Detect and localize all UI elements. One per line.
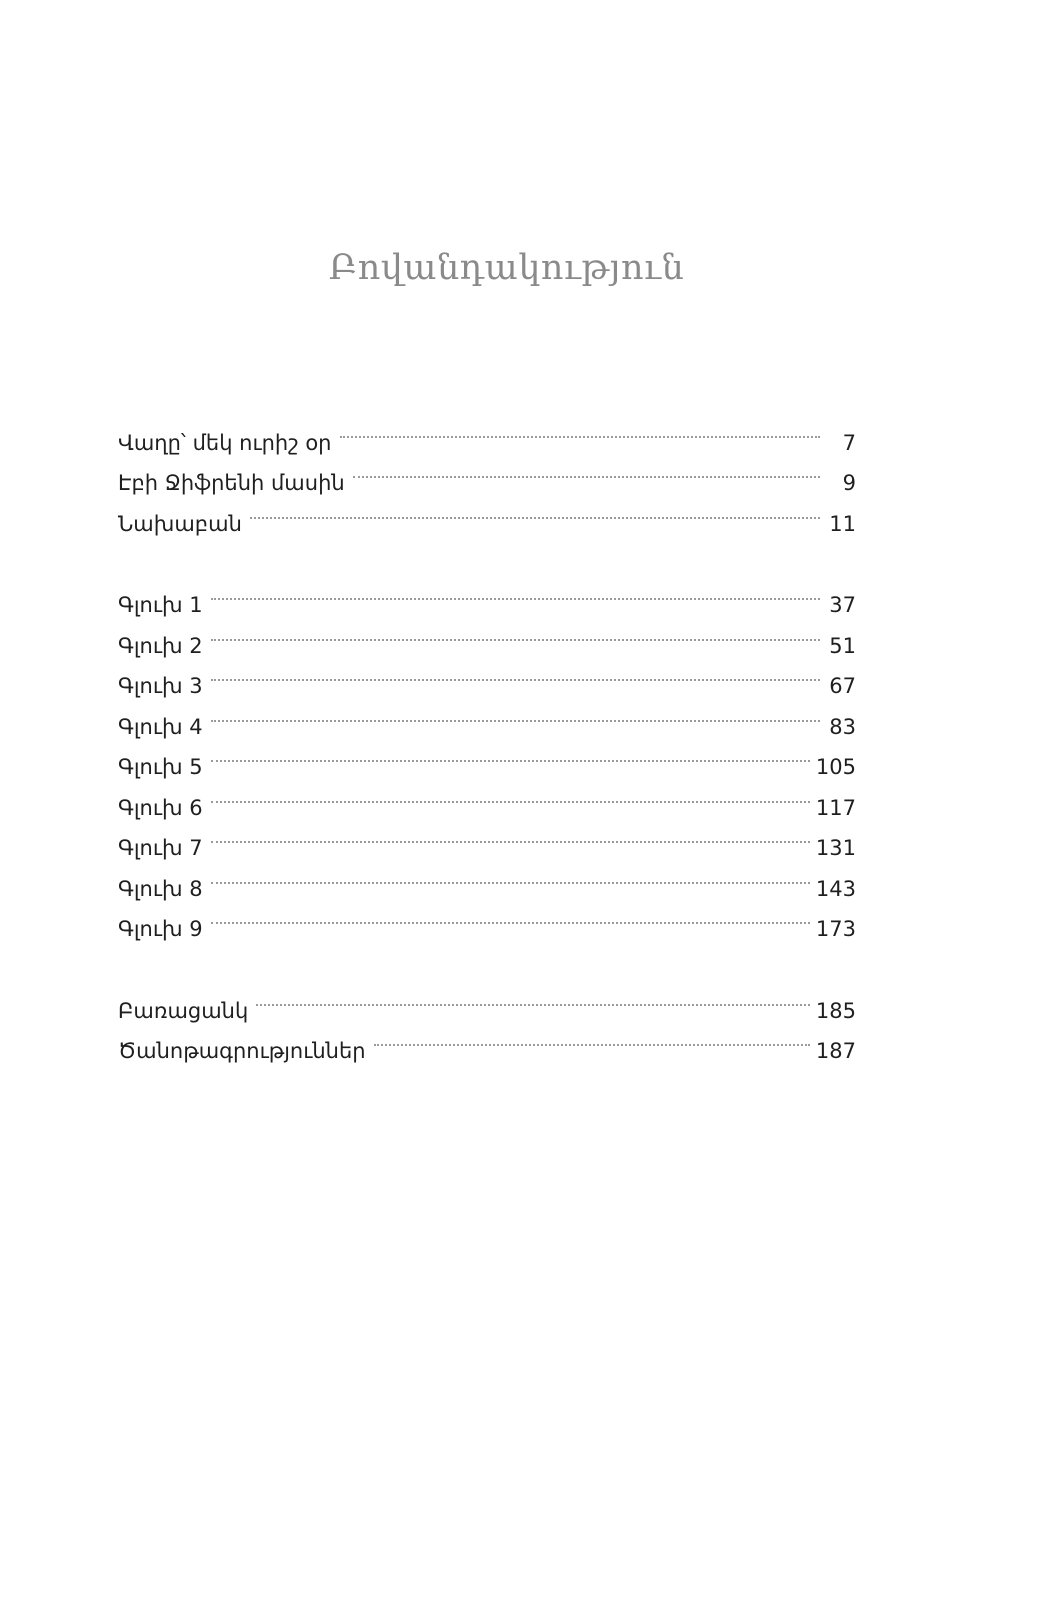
toc-entry-page-number: 185	[815, 998, 856, 1023]
toc-entry[interactable]	[118, 693, 856, 739]
toc-entry-page-number: 105	[815, 755, 856, 779]
toc-entry-page-number: 143	[815, 876, 856, 901]
toc-entry-page-number: 131	[815, 836, 856, 860]
toc-entry[interactable]	[118, 774, 856, 820]
toc-entry[interactable]	[118, 855, 856, 901]
toc-entry[interactable]	[118, 896, 856, 941]
toc-entry-page-number: 83	[829, 714, 856, 739]
dot-leader	[211, 774, 816, 815]
dot-leader	[374, 1018, 816, 1059]
dot-leader	[211, 855, 816, 896]
toc-entry[interactable]	[118, 572, 856, 617]
dot-leader	[211, 653, 826, 694]
dot-leader	[211, 734, 816, 775]
toc-entry[interactable]	[118, 734, 856, 779]
toc-entry[interactable]	[118, 612, 856, 658]
toc-entry-title: Գլուխ 1	[118, 593, 203, 617]
toc-entry-page-number: 7	[842, 430, 856, 455]
toc-entry-page-number: 173	[815, 917, 856, 941]
toc-entry-title: Գլուխ 9	[118, 917, 203, 941]
toc-entry-page-number: 67	[829, 674, 856, 698]
dot-leader	[340, 409, 827, 450]
toc-entry-page-number: 37	[829, 593, 856, 617]
toc-entry-title: Բառացանկ	[118, 998, 249, 1023]
dot-leader	[211, 572, 826, 613]
toc-entry-title: Գլուխ 4	[118, 714, 203, 739]
dot-leader	[211, 693, 826, 734]
toc-entry-title: Վաղը՝ մեկ ուրիշ օր	[118, 430, 332, 455]
toc-section	[118, 409, 856, 536]
dot-leader	[256, 977, 816, 1018]
toc-entry-title: Գլուխ 2	[118, 633, 203, 658]
toc-entry-page-number: 9	[842, 471, 856, 495]
toc-entry-title: Ծանոթագրություններ	[118, 1039, 366, 1063]
dot-leader	[211, 612, 826, 653]
toc-entry-title: Էբի Ջիֆրենի մասին	[118, 471, 345, 495]
toc-entry-page-number: 11	[829, 511, 856, 536]
toc-entry-title: Գլուխ 8	[118, 876, 203, 901]
toc-entry-title: Գլուխ 5	[118, 755, 203, 779]
dot-leader	[353, 450, 826, 491]
dot-leader	[250, 490, 826, 531]
toc-entry[interactable]	[118, 815, 856, 860]
toc-entry-page-number: 51	[829, 633, 856, 658]
dot-leader	[211, 896, 816, 937]
toc-section	[118, 572, 856, 941]
toc-entry-title: Գլուխ 6	[118, 795, 203, 820]
toc-entry-page-number: 187	[815, 1039, 856, 1063]
toc-entry[interactable]	[118, 409, 856, 455]
toc-entry-title: Գլուխ 3	[118, 674, 203, 698]
table-of-contents	[118, 409, 856, 1099]
page-title: Բովանդակություն	[328, 248, 685, 288]
toc-entry[interactable]	[118, 977, 856, 1023]
toc-entry[interactable]	[118, 653, 856, 698]
toc-entry-page-number: 117	[815, 795, 856, 820]
toc-entry-title: Նախաբան	[118, 511, 242, 536]
toc-entry-title: Գլուխ 7	[118, 836, 203, 860]
toc-section	[118, 977, 856, 1063]
dot-leader	[211, 815, 816, 856]
